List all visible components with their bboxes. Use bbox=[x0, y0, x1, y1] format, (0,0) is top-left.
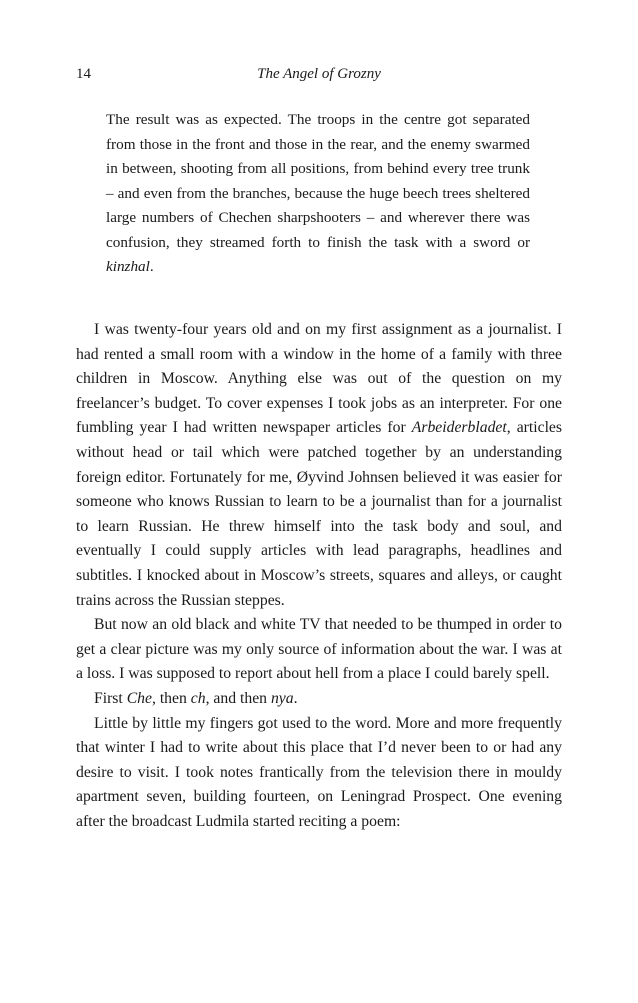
paragraph-3-part-c: , and then bbox=[205, 689, 271, 707]
quote-end: . bbox=[149, 258, 154, 275]
paragraph-4: Little by little my fingers got used to the word. More and more frequently that winter I had to write about this place that I’d never been to or had any desire to visit. I took notes frantically from the television there in mouldy apartment seven, building fourteen, on Leningrad Prospect. One evening after the broadcast Ludmila started reciting a poem: bbox=[76, 714, 562, 830]
paragraph-1-text-end: , articles without head or tail which were patched together by an understanding foreign editor. Fortunately for me, Øyvind Johnsen believed it was easier for someone who knows Russian to learn to be a journalist than for a journalist to learn Russian. He threw himself into the task body and soul, and eventually I could supply articles with lead paragraphs, headlines and subtitles. I knocked about in Moscow’s streets, squares and alleys, or caught trains across the Russian steppes. bbox=[76, 419, 562, 609]
paragraph-1-text-start: I was twenty-four years old and on my first assignment as a journalist. I had rented a small room with a window in the home of a family with three children in Moscow. Anything else was out of the question on my freelancer’s budget. To cover expenses I took jobs as an interpreter. For one fumbling year I had written newspaper articles for bbox=[76, 321, 562, 437]
paragraph-3 bbox=[76, 687, 562, 712]
newspaper-title: Arbeiderbladet bbox=[411, 419, 507, 437]
syllable-nya: nya bbox=[270, 689, 294, 707]
syllable-ch: ch bbox=[190, 689, 206, 707]
paragraph-1 bbox=[76, 318, 562, 613]
running-title: The Angel of Grozny bbox=[257, 66, 381, 82]
page-number: 14 bbox=[76, 66, 91, 82]
paragraph-2: But now an old black and white TV that needed to be thumped in order to get a clear picture was my only source of information about the war. I was at a loss. I was supposed to report about hell from a place I could barely spell. bbox=[76, 616, 562, 683]
quote-text: The result was as expected. The troops in the centre got separated from those in the front and those in the rear, and the enemy swarmed in between, shooting from all positions, from behind every tree trunk – and even from the branches, because the huge beech trees sheltered large numbers of Chechen sharpshooters – and wherever there was confusion, they streamed forth to finish the task with a sword or bbox=[106, 111, 530, 251]
body-text bbox=[76, 318, 562, 834]
syllable-che: Che bbox=[126, 689, 152, 707]
quote-paragraph bbox=[106, 108, 530, 280]
block-quote bbox=[106, 108, 530, 280]
paragraph-3-part-a: First bbox=[94, 689, 127, 707]
paragraph-3-part-b: , then bbox=[151, 689, 191, 707]
paragraph-3-part-d: . bbox=[293, 689, 298, 707]
quote-italic-word: kinzhal bbox=[106, 258, 150, 275]
page-header bbox=[76, 66, 562, 90]
